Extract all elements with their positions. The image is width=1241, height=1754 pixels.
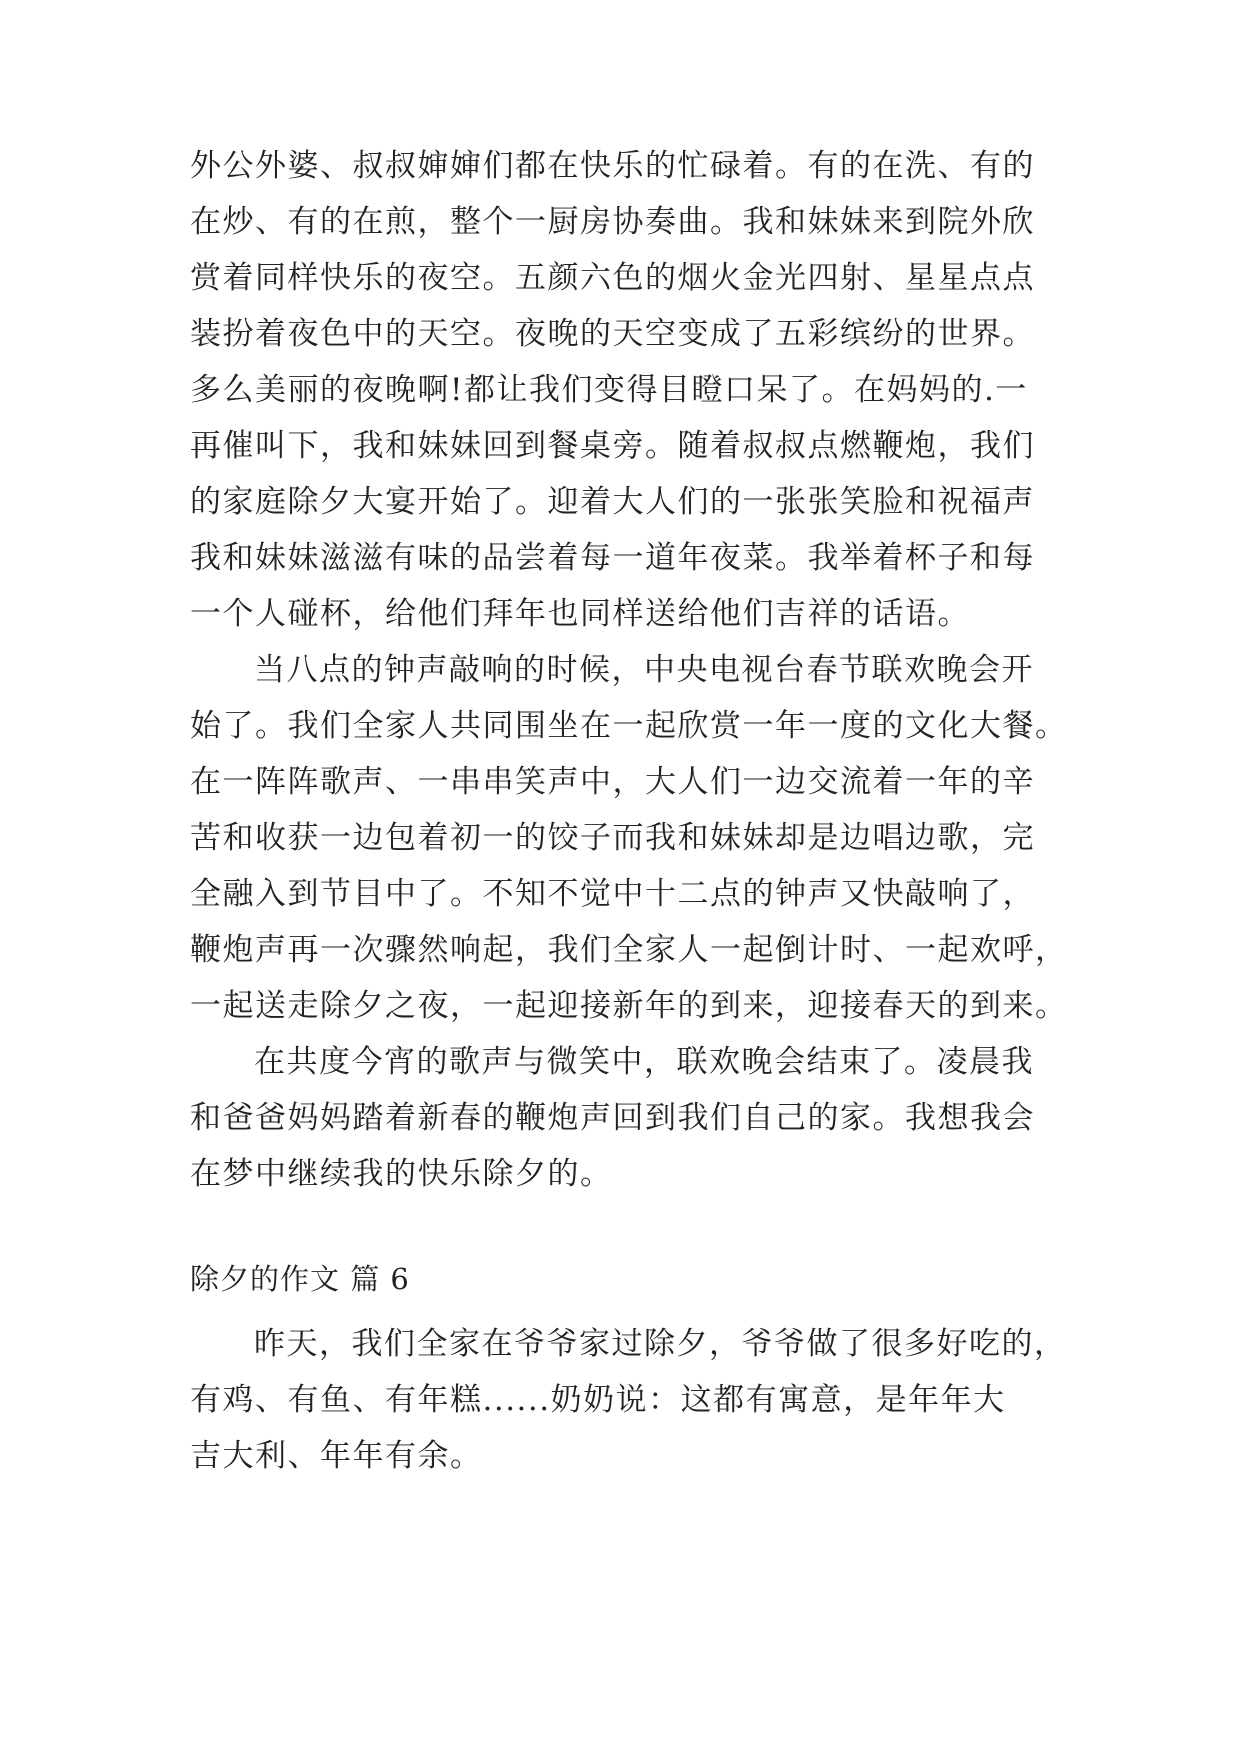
paragraph-line: 和爸爸妈妈踏着新春的鞭炮声回到我们自己的家。我想我会 xyxy=(190,1100,1035,1136)
paragraph-line: 鞭炮声再一次骤然响起，我们全家人一起倒计时、一起欢呼， xyxy=(190,932,1068,968)
paragraph-line: 我和妹妹滋滋有味的品尝着每一道年夜菜。我举着杯子和每 xyxy=(190,540,1035,576)
paragraph-line: 吉大利、年年有余。 xyxy=(190,1438,483,1474)
paragraph-line: 昨天，我们全家在爷爷家过除夕，爷爷做了很多好吃的， xyxy=(254,1326,1067,1362)
paragraph-line: 在共度今宵的歌声与微笑中，联欢晚会结束了。凌晨我 xyxy=(254,1044,1034,1080)
paragraph-line: 一起送走除夕之夜，一起迎接新年的到来，迎接春天的到来。 xyxy=(190,988,1068,1024)
paragraph-line: 在炒、有的在煎，整个一厨房协奏曲。我和妹妹来到院外欣 xyxy=(190,204,1035,240)
paragraph-line: 有鸡、有鱼、有年糕......奶奶说：这都有寓意，是年年大 xyxy=(190,1382,1006,1418)
section-heading: 除夕的作文 篇 6 xyxy=(190,1262,410,1296)
paragraph-line: 当八点的钟声敲响的时候，中央电视台春节联欢晚会开 xyxy=(254,652,1034,688)
paragraph-line: 全融入到节目中了。不知不觉中十二点的钟声又快敲响了， xyxy=(190,876,1035,912)
paragraph-line: 再催叫下，我和妹妹回到餐桌旁。随着叔叔点燃鞭炮，我们 xyxy=(190,428,1035,464)
paragraph-line: 装扮着夜色中的天空。夜晚的天空变成了五彩缤纷的世界。 xyxy=(190,316,1035,352)
paragraph-line: 赏着同样快乐的夜空。五颜六色的烟火金光四射、星星点点 xyxy=(190,260,1035,296)
paragraph-line: 外公外婆、叔叔婶婶们都在快乐的忙碌着。有的在洗、有的 xyxy=(190,148,1035,184)
paragraph-line: 的家庭除夕大宴开始了。迎着大人们的一张张笑脸和祝福声 xyxy=(190,484,1035,520)
paragraph-line: 始了。我们全家人共同围坐在一起欣赏一年一度的文化大餐。 xyxy=(190,708,1068,744)
paragraph-line: 苦和收获一边包着初一的饺子而我和妹妹却是边唱边歌，完 xyxy=(190,820,1035,856)
paragraph-line: 多么美丽的夜晚啊!都让我们变得目瞪口呆了。在妈妈的.一 xyxy=(190,372,1028,408)
paragraph-line: 在梦中继续我的快乐除夕的。 xyxy=(190,1156,613,1192)
paragraph-line: 在一阵阵歌声、一串串笑声中，大人们一边交流着一年的辛 xyxy=(190,764,1035,800)
paragraph-line: 一个人碰杯，给他们拜年也同样送给他们吉祥的话语。 xyxy=(190,596,970,632)
